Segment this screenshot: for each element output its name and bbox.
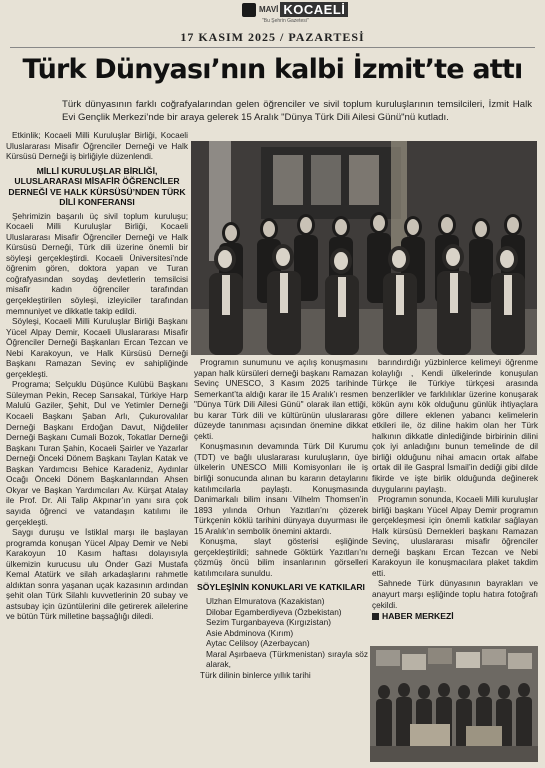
paragraph: Şehrimizin başarılı üç sivil toplum kuruluşu; Kocaeli Milli Kuruluşlar Birliği, Kocaeli Uluslararası Misafir Öğrenciler Derneği ve Halk Kürsüsü Derneği, Türk dili üzerine önemli bir söyleşi gerçekleştirdi. Kocaeli Üniversitesi’nde öğrenim gören, doktora yapan ve Turan coğrafyasından soydaş devletlerin temsilcisi misafir kadın öğrenciler tarafından gerçekleştirilen söyleşi, izleyiciler tarafından memnuniyet ve dikkatle takip edildi. <box>6 210 188 316</box>
square-bullet-icon <box>372 613 379 620</box>
divider <box>10 47 535 48</box>
guest-list-item: Maral Aşırbaeva (Türkmenistan) sırayla söz alarak, <box>206 648 368 670</box>
group-photo-icon <box>191 141 537 355</box>
logo-mark-icon <box>242 3 256 17</box>
article-column-3 <box>372 357 538 622</box>
paragraph: Söyleşi, Kocaeli Milli Kuruluşlar Birliği Başkanı Yücel Alpay Demir, Kocaeli Uluslararası Misafir Öğrenciler Derneği Başkanları Ercan Tezcan ve Nebi Karakoyun, ve Halk Kürsüsü Derneği Başkanı Ramazan Sevinç ev sahipliğinde gerçekleşti. <box>6 316 188 379</box>
paragraph: Saygı duruşu ve İstiklal marşı ile başlayan programda konuşan Yücel Alpay Demir ve Nebi Karakoyun 10 Kasım haftası dolayısıyla ülkemizin kurucusu ulu Önder Gazi Mustafa Kemal Atatürk ve silah arkadaşlarını rahmetle aldıktan sonra yaşanan uçak kazasının ardından şehit olan Türk Silahlı kuvvetlerinin 20 subay ve astsubay için üzüntülerini dile getirerek ailelerine ve bütün Türk milletine başsağlığı diledi. <box>6 527 188 622</box>
guest-list-item: Aytac Celilsoy (Azerbaycan) <box>206 638 310 649</box>
paragraph: barındırdığı yüzbinlerce kelimeyi öğrenme kolaylığı , Kendi ülkelerinde konuşulan Türkçe ile Türkiye türkçesi arasında benzerlikler ve farklılıklar üzerine konuşarak kökün aynı kök olduğunu günlük ihtiyaçlara göre dillere eklenen yabancı kelimelerin etkileri ile, öz diline hakim olan her Türk halkının dikkatle dinlediğinde birbirinin dilini çok iyi anladığını bunun temelinde de dil birliği olduğunu nihai amacın ortak alfabe ortak dil ile Gaspral İsmail’in dediği gibi dilde fikirde ve işte birlik olduğunda değinerek duygularını paylaştı. <box>372 357 538 494</box>
byline <box>372 611 538 622</box>
logo-name: KOCAELİ <box>280 2 348 17</box>
section-subhead: MİLLİ KURULUŞLAR BİRLİĞİ, ULUSLARARASI MİSAFİR ÖĞRENCİLER DERNEĞİ VE HALK KÜRSÜSÜ’NDEN TÜRK DİLİ KONFERANSI <box>8 165 186 208</box>
guest-list-item: Sezim Turganbayeva (Kırgızistan) <box>206 617 331 628</box>
section-subhead: SÖYLEŞİNİN KONUKLARI VE KATKILARI <box>197 582 365 593</box>
article-column-2 <box>194 357 368 680</box>
paragraph: Etkinlik; Kocaeli Milli Kuruluşlar Birliği, Kocaeli Uluslararası Misafir Öğrenciler Derneği ve Halk Kürsüsü Derneği iş birliğiyle düzenlendi. <box>6 130 188 162</box>
paragraph: Konuşma, slayt gösterisi eşliğinde gerçekleştirildi; sahnede Göktürk Yazıtları’nı çözmüş öncü bilim insanlarının görselleri katılımcılara sunuldu. <box>194 536 368 578</box>
paragraph: Programın sunumunu ve açılış konuşmasını yapan halk kürsüleri derneği başkanı Ramazan Sevinç UNESCO, 3 Kasım 2025 tarihinde Semerkant’ta aldığı karar ile 15 Aralık’ı resmen "Dünya Türk Dili Ailesi Günü" olarak ilan ettiği, bu karar Türk dili ve kültürünün uluslararası düzeyde tanınması açısından önemine dikkat çekti. <box>194 357 368 441</box>
guest-list-item: Dilobar Egamberdiyeva (Özbekistan) <box>206 606 342 617</box>
masthead <box>0 0 545 30</box>
logo-prefix: MAVİ <box>259 5 279 14</box>
paragraph: Programın sonunda, Kocaeli Milli kuruluşlar birliği başkanı Yücel Alpay Demir programın gerçekleşmesi için önemli katkılar sağlayan Halk kürsüsü Dernekleri başkanı Ramazan Sevinç, uluslararası misafir öğrenciler derneği başkanı Ercan Tezcan ve Nebi Karakoyun ile konuşmacılara plaket takdim etti. <box>372 494 538 578</box>
lead-paragraph: Türk dünyasının farklı coğrafyalarından gelen öğrenciler ve sivil toplum kuruluşlarının temsilcileri, İzmit Halk Evi Gençlik Merkezi’nde bir araya gelerek 15 Aralık "Dünya Türk Dili Ailesi Günü"nü kutladı. <box>62 99 532 123</box>
headline: Türk Dünyası’nın kalbi İzmit’te attı <box>22 54 523 85</box>
guest-list-item: Asie Abdminova (Kırım) <box>206 627 294 638</box>
logo-tagline: "Bu Şehrin Gazetesi" <box>262 18 309 24</box>
byline-text: HABER MERKEZİ <box>382 611 454 622</box>
flags-group-photo-icon <box>370 646 538 762</box>
guest-list-item: Ulzhan Elmuratova (Kazakistan) <box>206 595 325 606</box>
newspaper-logo <box>242 2 348 17</box>
dateline: 17 KASIM 2025 / PAZARTESİ <box>180 30 365 44</box>
paragraph: Konuşmasının devamında Türk Dil Kurumu (TDT) ve bağlı uluslararası kuruluşların, üye ülkelerin UNESCO Milli Komisyonları ile iş birliği sonucunda alınan bu kararın detaylarını katılımcılarla paylaştı. Konuşmasında Danimarkalı bilim insanı Vilhelm Thomsen’in 1893 yılında Orhun Yazıtları’nı çözerek Türkçenin köklü tarihini dünyaya duyurması ile 15 Aralık’ın sembolik önemini aktardı. <box>194 441 368 536</box>
paragraph: Türk dilinin binlerce yıllık tarihi <box>200 669 311 680</box>
article-column-1 <box>6 130 188 622</box>
paragraph: Programa; Selçuklu Düşünce Kulübü Başkanı Süleyman Pekin, Recep Sarısakal, Türkiye Harp Malulü Gaziler, Şehit, Dul ve Yetimler Derneği Kocaeli Başkanı Şaban Arlı, Çukurovalılar Derneği Başkanı Erdoğan Davut, Niğdeliler Derneği Başkanı Cumali Bozok, Tokatlar Derneği Başkanı Turan Şahin, Kocaeli Şairler ve Yazarlar Derneği Önceki Dönem Başkanı Taylan Katak ve Başkan Yardımcısı Behice Karadeniz, Aydınlar Ocağı Önceki Dönem Başkanlarından Ahsen Okyar ve Başkan Yardımcıları Av. Kürşat Atalay ile Prof. Dr. Ali Talip Akpınar’ın yanı sıra çok sayıda öğrenci ve vatandaşın katılımı ile gerçekleşti. <box>6 379 188 527</box>
paragraph: Sahnede Türk dünyasının bayrakları ve anayurt marşı eşliğinde toplu hatıra fotoğrafı çekildi. <box>372 578 538 610</box>
